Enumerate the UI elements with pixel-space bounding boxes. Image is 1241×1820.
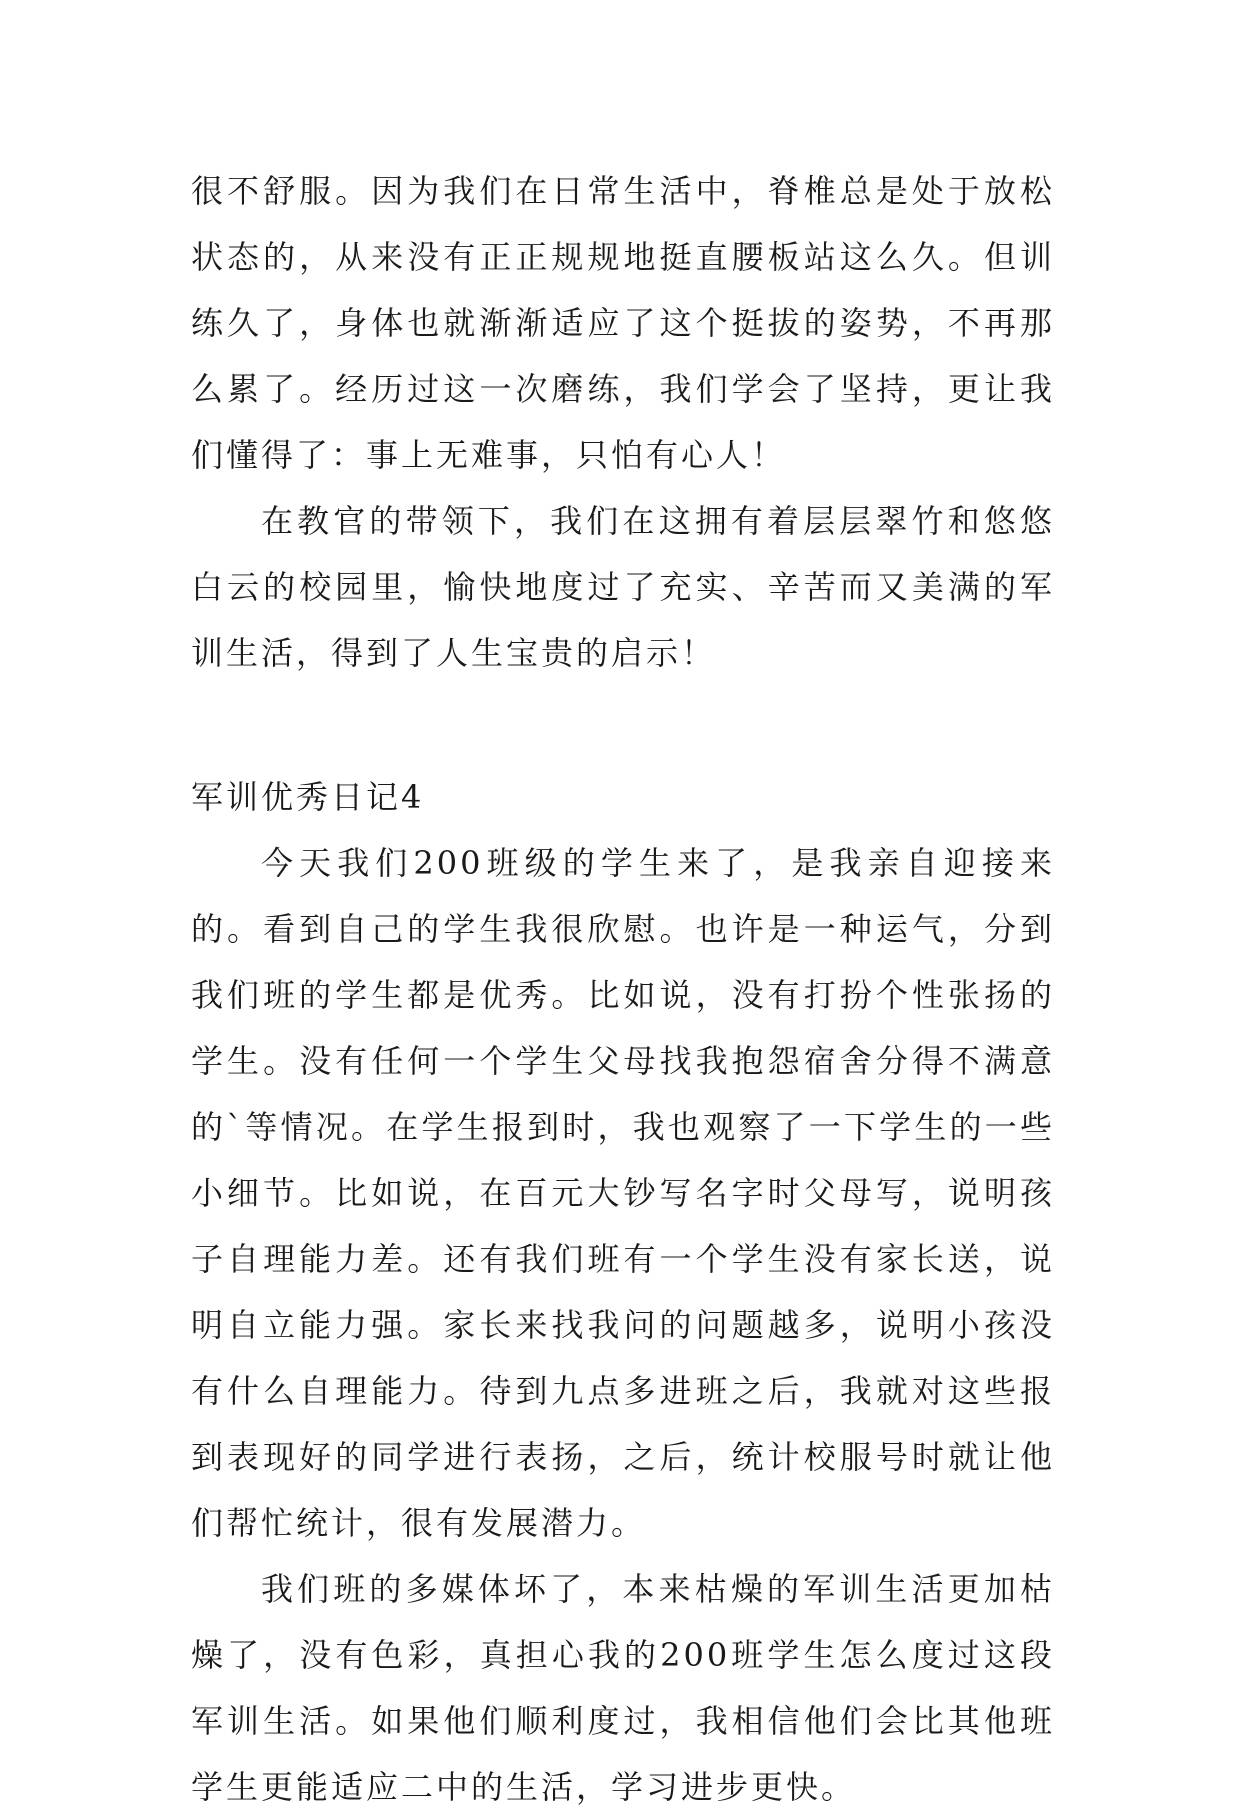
section-title: 军训优秀日记4: [191, 778, 425, 816]
body-paragraph: 今天我们200班级的学生来了，是我亲自迎接来的。看到自己的学生我很欣慰。也许是一种运气，分到我们班的学生都是优秀。比如说，没有打扮个性张扬的学生。没有任何一个学生父母找我抱怨宿舍分得不满意的`等情况。在学生报到时，我也观察了一下学生的一些小细节。比如说，在百元大钞写名字时父母写，说明孩子自理能力差。还有我们班有一个学生没有家长送，说明自立能力强。家长来找我问的问题越多，说明小孩没有什么自理能力。待到九点多进班之后，我就对这些报到表现好的同学进行表扬，之后，统计校服号时就让他们帮忙统计，很有发展潜力。: [191, 844, 1055, 1542]
document-body: [191, 158, 1055, 1820]
continued-paragraph: 很不舒服。因为我们在日常生活中，脊椎总是处于放松状态的，从来没有正正规规地挺直腰板站这么久。但训练久了，身体也就渐渐适应了这个挺拔的姿势，不再那么累了。经历过这一次磨练，我们学会了坚持，更让我们懂得了：事上无难事，只怕有心人！: [191, 172, 1055, 474]
body-paragraph: 我们班的多媒体坏了，本来枯燥的军训生活更加枯燥了，没有色彩，真担心我的200班学生怎么度过这段军训生活。如果他们顺利度过，我相信他们会比其他班学生更能适应二中的生活，学习进步更快。: [191, 1570, 1055, 1806]
closing-paragraph: 在教官的带领下，我们在这拥有着层层翠竹和悠悠白云的校园里，愉快地度过了充实、辛苦而又美满的军训生活，得到了人生宝贵的启示！: [191, 502, 1055, 672]
section-gap: [191, 686, 1055, 764]
